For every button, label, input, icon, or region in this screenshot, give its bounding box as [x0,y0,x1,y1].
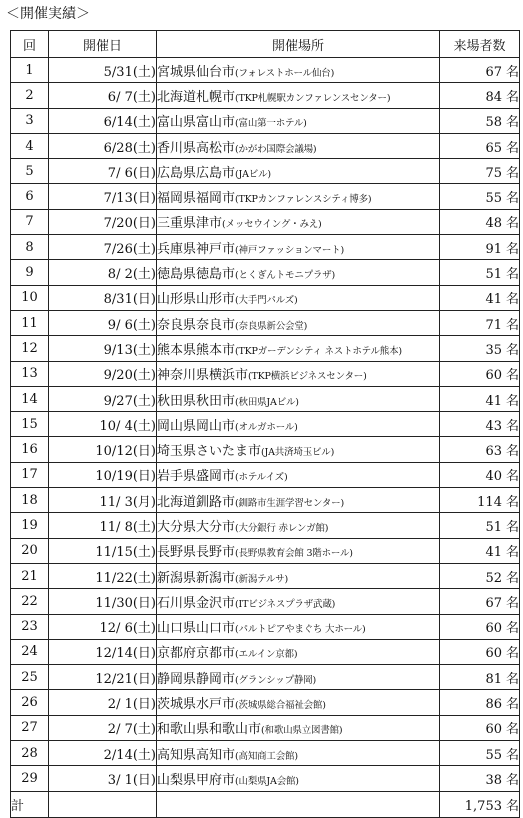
row-count: 86 [485,697,502,713]
row-count-cell [440,437,520,462]
table-row [11,310,520,335]
row-city: 北海道釧路市 [157,494,236,510]
results-table [10,30,520,818]
row-unit: 名 [505,772,519,788]
row-unit: 名 [505,267,519,283]
row-place [157,336,440,361]
row-count: 58 [485,115,502,131]
row-date: 11/22(土) [49,563,157,588]
row-count: 43 [485,418,502,434]
row-no: 29 [11,766,49,791]
table-row [11,412,520,437]
row-unit: 名 [505,595,519,611]
row-count: 41 [485,393,502,409]
row-unit: 名 [505,393,519,409]
row-no: 24 [11,639,49,664]
table-row [11,715,520,740]
row-city: 兵庫県神戸市 [157,241,236,257]
row-venue: (奈良県新公会堂) [235,320,308,332]
row-unit: 名 [505,570,519,586]
row-place [157,513,440,538]
row-no: 4 [11,133,49,158]
row-count: 41 [485,292,502,308]
row-no: 7 [11,209,49,234]
row-place [157,614,440,639]
row-date: 6/28(土) [49,133,157,158]
row-venue: (メッセウイング・みえ) [222,219,322,231]
table-row [11,361,520,386]
row-date: 11/ 3(月) [49,488,157,513]
row-count-cell [440,58,520,83]
row-venue: (TKP札幌駅カンファレンスセンター) [235,92,391,104]
row-no: 9 [11,260,49,285]
row-city: 埼玉県さいたま市 [157,444,262,460]
row-count-cell [440,133,520,158]
row-venue: (長野県教育会館 3階ホール) [235,548,353,560]
row-place [157,133,440,158]
table-row [11,589,520,614]
table-row [11,488,520,513]
row-date: 9/13(土) [49,336,157,361]
row-venue: (茨城県総合福祉会館) [235,700,326,712]
row-place [157,361,440,386]
row-unit: 名 [505,671,519,687]
table-row [11,58,520,83]
row-count: 75 [485,165,502,181]
row-unit: 名 [505,64,519,80]
row-date: 5/31(土) [49,58,157,83]
row-count-cell [440,589,520,614]
row-count-cell [440,336,520,361]
row-no: 20 [11,538,49,563]
row-date: 12/ 6(土) [49,614,157,639]
row-date: 11/ 8(土) [49,513,157,538]
row-count-cell [440,690,520,715]
row-count-cell [440,462,520,487]
header-date: 開催日 [49,31,157,58]
row-place [157,639,440,664]
row-place [157,589,440,614]
row-date: 11/15(土) [49,538,157,563]
row-count-cell [440,285,520,310]
row-date: 12/14(日) [49,639,157,664]
row-date: 2/ 1(日) [49,690,157,715]
row-venue: (神戸ファッションマート) [235,244,344,256]
row-city: 大分県大分市 [157,519,236,535]
row-no: 28 [11,741,49,766]
row-date: 12/21(日) [49,665,157,690]
row-city: 三重県津市 [157,216,223,232]
row-venue: (大分銀行 赤レンガ館) [235,522,329,534]
total-label: 計 [11,791,49,817]
row-no: 26 [11,690,49,715]
row-venue: (エルイン京都) [235,649,298,661]
row-count-cell [440,639,520,664]
table-row [11,83,520,108]
table-row [11,563,520,588]
row-no: 21 [11,563,49,588]
row-no: 2 [11,83,49,108]
table-row [11,766,520,791]
row-count-cell [440,665,520,690]
row-date: 6/14(土) [49,108,157,133]
row-place [157,58,440,83]
row-date: 9/27(土) [49,386,157,411]
row-count-cell [440,488,520,513]
table-caption: ＜開催実績＞ [6,6,90,22]
row-place [157,386,440,411]
row-unit: 名 [505,165,519,181]
row-date: 11/30(日) [49,589,157,614]
row-unit: 名 [505,115,519,131]
row-date: 3/ 1(日) [49,766,157,791]
row-venue: (大手門パルズ) [235,295,298,307]
row-count: 60 [485,368,502,384]
row-city: 長野県長野市 [157,545,236,561]
total-empty-place [157,791,440,817]
row-count-cell [440,209,520,234]
row-place [157,437,440,462]
row-count: 67 [485,595,502,611]
row-date: 9/ 6(土) [49,310,157,335]
row-city: 山口県山口市 [157,621,236,637]
row-unit: 名 [505,89,519,105]
row-no: 17 [11,462,49,487]
row-unit: 名 [505,241,519,257]
row-place [157,412,440,437]
row-count-cell [440,614,520,639]
row-date: 8/ 2(土) [49,260,157,285]
row-no: 27 [11,715,49,740]
row-place [157,184,440,209]
row-date: 7/ 6(日) [49,159,157,184]
total-row [11,791,520,817]
row-place [157,741,440,766]
row-no: 23 [11,614,49,639]
row-date: 9/20(土) [49,361,157,386]
row-venue: (ホテルイズ) [235,472,288,484]
row-place [157,690,440,715]
table-row [11,209,520,234]
row-unit: 名 [505,519,519,535]
row-no: 11 [11,310,49,335]
row-date: 6/ 7(土) [49,83,157,108]
row-count-cell [440,235,520,260]
row-place [157,285,440,310]
row-city: 静岡県静岡市 [157,671,236,687]
table-row [11,437,520,462]
row-place [157,766,440,791]
row-city: 富山県富山市 [157,115,236,131]
row-count: 65 [485,140,502,156]
row-city: 熊本県熊本市 [157,342,236,358]
row-count: 48 [485,216,502,232]
row-city: 茨城県水戸市 [157,697,236,713]
row-city: 山梨県甲府市 [157,772,236,788]
row-city: 高知県高知市 [157,747,236,763]
row-count: 67 [485,64,502,80]
table-row [11,285,520,310]
row-no: 8 [11,235,49,260]
row-count: 35 [485,342,502,358]
row-unit: 名 [505,292,519,308]
row-count: 71 [485,317,502,333]
row-city: 岡山県岡山市 [157,418,236,434]
row-unit: 名 [505,317,519,333]
row-no: 6 [11,184,49,209]
row-count-cell [440,83,520,108]
row-unit: 名 [505,722,519,738]
row-unit: 名 [505,342,519,358]
header-no: 回 [11,31,49,58]
row-count: 38 [485,772,502,788]
row-count-cell [440,412,520,437]
row-no: 15 [11,412,49,437]
row-venue: (高知商工会館) [235,750,298,762]
row-unit: 名 [505,697,519,713]
row-venue: (和歌山県立図書館) [261,725,343,737]
row-count-cell [440,741,520,766]
row-count: 84 [485,89,502,105]
row-city: 岩手県盛岡市 [157,469,236,485]
total-count-cell [440,791,520,817]
row-venue: (JA共済埼玉ビル) [261,447,335,459]
row-place [157,260,440,285]
row-no: 10 [11,285,49,310]
row-no: 12 [11,336,49,361]
row-venue: (山梨県JA会館) [235,775,299,787]
table-row [11,741,520,766]
row-city: 奈良県奈良市 [157,317,236,333]
row-no: 14 [11,386,49,411]
row-unit: 名 [505,140,519,156]
table-row [11,336,520,361]
table-row [11,108,520,133]
header-place: 開催場所 [157,31,440,58]
row-count: 81 [485,671,502,687]
row-venue: (TKP横浜ビジネスセンター) [248,371,367,383]
row-date: 2/ 7(土) [49,715,157,740]
row-unit: 名 [505,747,519,763]
table-row [11,690,520,715]
row-place [157,159,440,184]
row-count: 41 [485,545,502,561]
row-unit: 名 [505,545,519,561]
row-venue: (釧路市生涯学習センター) [235,497,344,509]
row-count: 91 [485,241,502,257]
table-row [11,133,520,158]
row-date: 10/12(日) [49,437,157,462]
row-date: 7/13(日) [49,184,157,209]
row-city: 神奈川県横浜市 [157,368,249,384]
row-count-cell [440,386,520,411]
row-no: 25 [11,665,49,690]
table-row [11,260,520,285]
row-count-cell [440,766,520,791]
row-place [157,462,440,487]
row-date: 7/26(土) [49,235,157,260]
row-no: 5 [11,159,49,184]
row-unit: 名 [505,191,519,207]
row-venue: (秋田県JAビル) [235,396,299,408]
row-date: 8/31(日) [49,285,157,310]
row-count-cell [440,310,520,335]
row-venue: (TKPガーデンシティ ネストホテル熊本) [235,345,402,357]
row-city: 秋田県秋田市 [157,393,236,409]
row-city: 徳島県徳島市 [157,267,236,283]
row-city: 京都府京都市 [157,646,236,662]
row-place [157,235,440,260]
row-venue: (グランシップ静岡) [235,674,317,686]
row-count: 51 [485,267,502,283]
row-unit: 名 [505,216,519,232]
row-count-cell [440,361,520,386]
row-place [157,538,440,563]
table-row [11,235,520,260]
row-unit: 名 [505,621,519,637]
row-no: 16 [11,437,49,462]
row-place [157,488,440,513]
row-count: 55 [485,747,502,763]
table-row [11,184,520,209]
row-count: 55 [485,191,502,207]
row-venue: (ITビジネスプラザ武蔵) [235,598,336,610]
row-unit: 名 [505,494,519,510]
row-place [157,310,440,335]
row-count-cell [440,260,520,285]
row-city: 新潟県新潟市 [157,570,236,586]
row-unit: 名 [505,646,519,662]
row-place [157,715,440,740]
row-count: 40 [485,469,502,485]
row-no: 3 [11,108,49,133]
row-city: 広島県広島市 [157,165,236,181]
row-no: 22 [11,589,49,614]
row-venue: (TKPカンファレンスシティ博多) [235,194,372,206]
total-count: 1,753 [464,798,502,814]
row-venue: (新潟テルサ) [235,573,289,585]
row-unit: 名 [505,444,519,460]
row-count: 60 [485,646,502,662]
row-place [157,563,440,588]
row-unit: 名 [505,418,519,434]
header-row [11,31,520,58]
row-place [157,83,440,108]
row-date: 10/ 4(土) [49,412,157,437]
row-venue: (フォレストホール仙台) [235,67,335,79]
row-count-cell [440,715,520,740]
table-body [11,58,520,792]
row-date: 10/19(日) [49,462,157,487]
row-venue: (JAビル) [235,168,271,180]
row-place [157,209,440,234]
row-no: 19 [11,513,49,538]
table-row [11,159,520,184]
row-count-cell [440,538,520,563]
header-count: 来場者数 [440,31,520,58]
row-count-cell [440,159,520,184]
row-place [157,108,440,133]
row-no: 18 [11,488,49,513]
row-city: 福岡県福岡市 [157,191,236,207]
row-venue: (オルガホール) [235,421,298,433]
row-city: 香川県高松市 [157,140,236,156]
table-row [11,386,520,411]
row-count-cell [440,513,520,538]
row-city: 宮城県仙台市 [157,64,236,80]
table-row [11,665,520,690]
row-no: 13 [11,361,49,386]
row-unit: 名 [505,469,519,485]
row-city: 石川県金沢市 [157,595,236,611]
row-city: 北海道札幌市 [157,89,236,105]
row-count-cell [440,108,520,133]
row-venue: (パルトピアやまぐち 大ホール) [235,624,366,636]
total-empty-date [49,791,157,817]
table-row [11,462,520,487]
row-venue: (富山第一ホテル) [235,118,307,130]
table-row [11,639,520,664]
row-unit: 名 [505,368,519,384]
row-date: 7/20(日) [49,209,157,234]
row-count: 60 [485,621,502,637]
row-count: 114 [477,494,502,510]
table-row [11,614,520,639]
row-place [157,665,440,690]
row-city: 山形県山形市 [157,292,236,308]
row-count-cell [440,563,520,588]
table-row [11,538,520,563]
row-count: 60 [485,722,502,738]
row-count: 52 [485,570,502,586]
row-venue: (とくぎんトモニプラザ) [235,270,336,282]
row-date: 2/14(土) [49,741,157,766]
row-count: 51 [485,519,502,535]
row-count: 63 [485,444,502,460]
row-city: 和歌山県和歌山市 [157,722,262,738]
table-row [11,513,520,538]
row-venue: (かがわ国際会議場) [235,143,317,155]
row-count-cell [440,184,520,209]
total-unit: 名 [505,798,519,814]
row-no: 1 [11,58,49,83]
